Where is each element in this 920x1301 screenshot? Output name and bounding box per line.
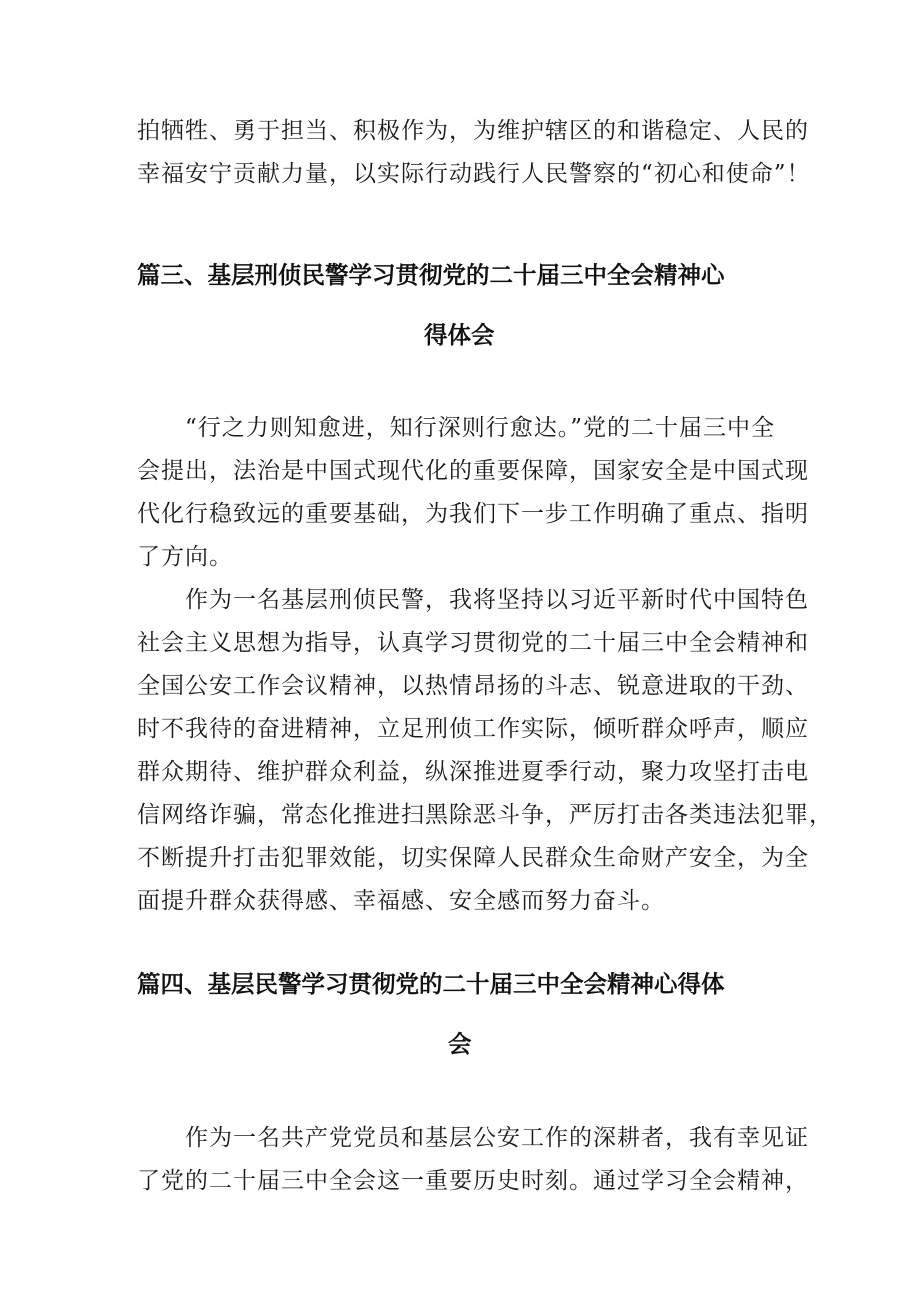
text-line: 信网络诈骗，常态化推进扫黑除恶斗争，严厉打击各类违法犯罪， [137,802,833,828]
text-line: 了方向。 [137,544,233,570]
text-line: 拍牺牲、勇于担当、积极作为，为维护辖区的和谐稳定、人民的 [137,118,809,144]
text-line: 了党的二十届三中全会这一重要历史时刻。通过学习全会精神， [137,1168,809,1194]
text-line: 代化行稳致远的重要基础，为我们下一步工作明确了重点、指明 [137,501,809,527]
text-line: 不断提升打击犯罪效能，切实保障人民群众生命财产安全，为全 [137,845,809,871]
text-line: 面提升群众获得感、幸福感、安全感而努力奋斗。 [137,888,665,914]
text-line: 会提出，法治是中国式现代化的重要保障，国家安全是中国式现 [137,458,809,484]
section3-title-line1: 篇三、基层刑侦民警学习贯彻党的二十届三中全会精神心 [137,261,725,289]
text-line: 社会主义思想为指导，认真学习贯彻党的二十届三中全会精神和 [137,630,809,656]
text-line: 群众期待、维护群众利益，纵深推进夏季行动，聚力攻坚打击电 [137,759,809,785]
text-line: 作为一名基层刑侦民警，我将坚持以习近平新时代中国特色 [137,587,809,613]
text-line: 时不我待的奋进精神，立足刑侦工作实际，倾听群众呼声，顺应 [137,716,809,742]
section4-title-line2: 会 [448,1030,472,1058]
section3-title-line2: 得体会 [424,321,495,349]
section3-paragraph-1 [137,407,809,579]
text-line: 幸福安宁贡献力量，以实际行动践行人民警察的“初心和使命”！ [137,161,811,187]
paragraph-intro-tail [137,110,811,196]
text-line: 作为一名共产党党员和基层公安工作的深耕者，我有幸见证 [137,1125,809,1151]
section3-paragraph-2 [137,579,833,923]
section4-paragraph-1 [137,1117,809,1203]
text-line: “行之力则知愈进，知行深则行愈达。”党的二十届三中全 [137,415,776,441]
text-line: 全国公安工作会议精神，以热情昂扬的斗志、锐意进取的干劲、 [137,673,809,699]
section4-title-line1: 篇四、基层民警学习贯彻党的二十届三中全会精神心得体 [137,970,725,998]
